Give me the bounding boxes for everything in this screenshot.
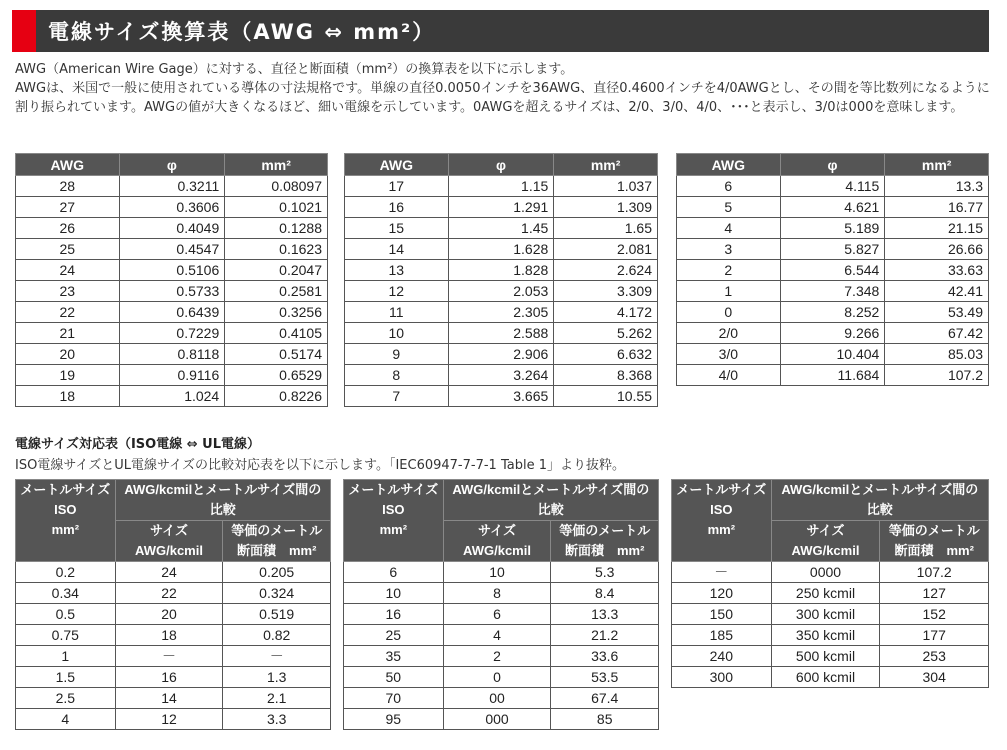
table-cell: 0.3256 [225,302,328,323]
table-cell: 42.41 [885,281,989,302]
table-cell: 8.252 [780,302,885,323]
table-row [672,646,989,667]
table-cell: 35 [344,646,444,667]
table-cell: 5.189 [780,218,885,239]
table-row [344,604,659,625]
table-cell: 5 [677,197,781,218]
header-comparison-group [115,480,330,521]
table-cell: 0.6439 [119,302,225,323]
table-cell: 28 [16,176,120,197]
table-cell: 18 [16,386,120,407]
table-row [677,197,989,218]
table-cell: 0.9116 [119,365,225,386]
table-cell: 27 [16,197,120,218]
header-accent-bar [12,10,36,52]
table-cell: 107.2 [880,562,989,583]
table-cell: 33.6 [551,646,659,667]
table-cell: 21 [16,323,120,344]
table-cell: 3.264 [448,365,554,386]
table-cell: 7.348 [780,281,885,302]
table-cell: 0000 [771,562,880,583]
table-row [345,239,658,260]
header-awg-size [771,521,880,562]
page-title: 電線サイズ換算表（AWG ⇔ mm²） [48,20,436,44]
table-row [16,239,328,260]
table-cell: 3.665 [448,386,554,407]
table-cell: 24 [16,260,120,281]
table-row [677,344,989,365]
table-cell: 3/0 [677,344,781,365]
table-cell: 0.2047 [225,260,328,281]
table-cell: 1.309 [554,197,658,218]
table-row [344,709,659,730]
table-cell: 0.324 [223,583,331,604]
table-row [677,323,989,344]
header-iso-line3: mm² [707,522,736,537]
header-eq-line2: 断面積 mm² [564,543,645,558]
table-row [672,667,989,688]
table-cell: 10.55 [554,386,658,407]
table-cell: 1 [16,646,116,667]
table-cell: 85 [551,709,659,730]
table-cell: 2.081 [554,239,658,260]
table-cell: 1.024 [119,386,225,407]
table-row [672,604,989,625]
table-cell: 6 [443,604,551,625]
table-cell: 2 [677,260,781,281]
table-row [16,604,331,625]
table-cell: 0.4105 [225,323,328,344]
table-cell: 300 [672,667,772,688]
table-cell: 8 [443,583,551,604]
table-row [16,562,331,583]
table-row [16,688,331,709]
table-cell: 8.368 [554,365,658,386]
table-row [345,260,658,281]
table-cell: 1.45 [448,218,554,239]
table-cell: 2 [443,646,551,667]
header-iso-size [344,480,444,562]
table-cell: 0.6529 [225,365,328,386]
table-row [16,281,328,302]
table-row [677,302,989,323]
table-cell: 600 kcmil [771,667,880,688]
table-cell: 0.34 [16,583,116,604]
header-iso-size [672,480,772,562]
header-iso-line2: ISO [54,502,77,517]
table-cell: 10 [345,323,449,344]
table-cell: 11 [345,302,449,323]
table-cell: 33.63 [885,260,989,281]
table-cell: 0.1021 [225,197,328,218]
header-iso-line1: メートルサイズ [348,482,439,497]
table-cell: 0.5733 [119,281,225,302]
table-cell: 85.03 [885,344,989,365]
table-cell: 6 [677,176,781,197]
header-eq-line1: 等価のメートル [231,523,323,538]
table-cell: － [115,646,223,667]
header-mm2: mm² [225,154,328,176]
table-row [344,688,659,709]
awg-table-3 [676,153,989,386]
table-row [16,365,328,386]
table-cell: 23 [16,281,120,302]
table-cell: 67.4 [551,688,659,709]
header-eq-line1: 等価のメートル [559,523,651,538]
table-cell: 16 [344,604,444,625]
section2-description: ISO電線サイズとUL電線サイズの比較対応表を以下に示します。「IEC60947-7-7-1 Table 1」より抜粋。 [15,458,625,473]
awg-table-1 [15,153,328,407]
header-group-line1: AWG/kcmilとメートルサイズ間の [452,482,650,497]
table-cell: 53.5 [551,667,659,688]
table-cell: 20 [115,604,223,625]
table-cell: 11.684 [780,365,885,386]
table-cell: 5.262 [554,323,658,344]
table-cell: 16 [115,667,223,688]
table-row [345,302,658,323]
table-cell: 120 [672,583,772,604]
table-cell: 14 [345,239,449,260]
table-cell: 2.588 [448,323,554,344]
table-cell: 1.828 [448,260,554,281]
table-row [16,709,331,730]
table-row [344,667,659,688]
table-cell: 26 [16,218,120,239]
table-cell: 0.5174 [225,344,328,365]
table-cell: 0.1288 [225,218,328,239]
table-row [16,176,328,197]
table-cell: 177 [880,625,989,646]
table-cell: 26.66 [885,239,989,260]
table-row [344,583,659,604]
table-cell: 16 [345,197,449,218]
table-cell: 4/0 [677,365,781,386]
header-size-line2: AWG/kcmil [135,543,203,558]
table-cell: 0.1623 [225,239,328,260]
table-cell: 70 [344,688,444,709]
table-cell: 2.5 [16,688,116,709]
table-cell: 0 [677,302,781,323]
table-row [672,562,989,583]
table-cell: 107.2 [885,365,989,386]
header-iso-line2: ISO [382,502,405,517]
table-row [16,386,328,407]
table-cell: 0.4547 [119,239,225,260]
table-cell: 4.172 [554,302,658,323]
table-cell: 13 [345,260,449,281]
table-cell: 1.291 [448,197,554,218]
table-cell: 4 [677,218,781,239]
table-cell: 0.205 [223,562,331,583]
header-iso-line1: メートルサイズ [20,482,111,497]
table-row [672,625,989,646]
header-eq-line2: 断面積 mm² [236,543,317,558]
table-cell: 12 [115,709,223,730]
table-cell: 8 [345,365,449,386]
table-cell: 22 [115,583,223,604]
table-cell: 127 [880,583,989,604]
table-row [345,323,658,344]
header-size-line2: AWG/kcmil [463,543,531,558]
table-row [677,218,989,239]
table-cell: 13.3 [885,176,989,197]
table-cell: 2.053 [448,281,554,302]
table-cell: 17 [345,176,449,197]
table-cell: 53.49 [885,302,989,323]
table-cell: 25 [344,625,444,646]
table-row [345,365,658,386]
table-cell: 0.2 [16,562,116,583]
table-cell: 0.7229 [119,323,225,344]
table-cell: 0.3211 [119,176,225,197]
header-size-line1: サイズ [150,523,188,538]
table-cell: 19 [16,365,120,386]
table-cell: 0.5106 [119,260,225,281]
table-cell: 6.544 [780,260,885,281]
table-cell: 24 [115,562,223,583]
table-row [16,646,331,667]
table-row [345,218,658,239]
table-cell: 0.08097 [225,176,328,197]
awg-table-2 [344,153,658,407]
table-row [16,260,328,281]
table-row [677,239,989,260]
table-cell: 0.82 [223,625,331,646]
table-cell: 6.632 [554,344,658,365]
header-mm2: mm² [554,154,658,176]
table-cell: 7 [345,386,449,407]
table-cell: 4.621 [780,197,885,218]
table-cell: 1.65 [554,218,658,239]
table-cell: 4 [443,625,551,646]
table-row [16,218,328,239]
table-cell: 22 [16,302,120,323]
table-row [344,562,659,583]
page-header [12,10,989,52]
table-row [16,344,328,365]
table-row [345,386,658,407]
table-cell: 21.15 [885,218,989,239]
table-cell: 3 [677,239,781,260]
table-cell: 300 kcmil [771,604,880,625]
header-iso-line3: mm² [51,522,80,537]
intro-line-1: AWG（American Wire Gage）に対する、直径と断面積（mm²）の換算表を以下に示します。 [15,62,574,77]
table-row [16,583,331,604]
table-cell: 20 [16,344,120,365]
table-cell: 18 [115,625,223,646]
table-cell: 1 [677,281,781,302]
intro-line-2: AWGは、米国で一般に使用されている導体の寸法規格です。単線の直径0.0050インチを36AWG、直径0.4600インチを4/0AWGとし、その間を等比数列になるように割り振られています。AWGの値が大きくなるほど、細い電線を示しています。0AWGを超えるサイズは、2/0、3/0、4/0、･･･と表示し、3/0は000を意味します。 [15,81,990,115]
table-cell: 3.309 [554,281,658,302]
table-row [672,583,989,604]
header-iso-line3: mm² [379,522,408,537]
table-cell: 4.115 [780,176,885,197]
table-cell: 50 [344,667,444,688]
table-cell: 9.266 [780,323,885,344]
table-cell: － [223,646,331,667]
table-cell: 9 [345,344,449,365]
table-cell: 2.624 [554,260,658,281]
header-eq-line1: 等価のメートル [888,523,980,538]
table-cell: 25 [16,239,120,260]
table-cell: 1.037 [554,176,658,197]
table-row [677,365,989,386]
table-cell: 0 [443,667,551,688]
table-row [345,197,658,218]
table-cell: 95 [344,709,444,730]
header-equivalent-area [223,521,331,562]
header-awg: AWG [345,154,449,176]
table-cell: 253 [880,646,989,667]
header-group-line2: 比較 [537,502,564,517]
header-comparison-group [443,480,658,521]
table-cell: 3.3 [223,709,331,730]
header-awg: AWG [677,154,781,176]
section2-title: 電線サイズ対応表（ISO電線 ⇔ UL電線） [15,437,260,452]
table-cell: 0.4049 [119,218,225,239]
table-cell: 16.77 [885,197,989,218]
header-group-line1: AWG/kcmilとメートルサイズ間の [124,482,322,497]
header-equivalent-area [880,521,989,562]
table-cell: 8.4 [551,583,659,604]
table-row [345,281,658,302]
table-cell: 67.42 [885,323,989,344]
header-equivalent-area [551,521,659,562]
table-cell: 500 kcmil [771,646,880,667]
table-cell: 2.1 [223,688,331,709]
table-cell: 0.8118 [119,344,225,365]
header-awg-size [443,521,551,562]
table-cell: 0.8226 [225,386,328,407]
header-awg: AWG [16,154,120,176]
table-cell: － [672,562,772,583]
table-cell: 12 [345,281,449,302]
header-phi: φ [780,154,885,176]
header-comparison-group [771,480,988,521]
intro-text [15,60,990,117]
header-awg-size [115,521,223,562]
header-size-line1: サイズ [478,523,516,538]
table-cell: 0.5 [16,604,116,625]
table-row [16,625,331,646]
table-cell: 14 [115,688,223,709]
table-row [16,667,331,688]
table-cell: 1.5 [16,667,116,688]
iso-table-3 [671,479,989,688]
table-cell: 1.3 [223,667,331,688]
table-cell: 0.2581 [225,281,328,302]
header-iso-line2: ISO [710,502,733,517]
table-cell: 000 [443,709,551,730]
header-eq-line2: 断面積 mm² [894,543,974,558]
table-cell: 240 [672,646,772,667]
table-row [344,646,659,667]
table-cell: 10 [344,583,444,604]
table-row [16,302,328,323]
header-group-line2: 比較 [866,502,893,517]
table-cell: 10.404 [780,344,885,365]
table-cell: 2.906 [448,344,554,365]
table-cell: 150 [672,604,772,625]
table-row [677,176,989,197]
table-cell: 152 [880,604,989,625]
header-mm2: mm² [885,154,989,176]
header-iso-line1: メートルサイズ [676,482,767,497]
header-group-line2: 比較 [209,502,236,517]
header-phi: φ [448,154,554,176]
table-cell: 4 [16,709,116,730]
table-cell: 2/0 [677,323,781,344]
table-cell: 10 [443,562,551,583]
table-row [345,344,658,365]
header-size-line2: AWG/kcmil [791,543,860,558]
table-row [16,323,328,344]
table-cell: 0.75 [16,625,116,646]
table-row [677,281,989,302]
table-cell: 6 [344,562,444,583]
table-cell: 250 kcmil [771,583,880,604]
table-cell: 13.3 [551,604,659,625]
table-cell: 5.3 [551,562,659,583]
table-row [677,260,989,281]
table-cell: 304 [880,667,989,688]
table-cell: 2.305 [448,302,554,323]
table-cell: 185 [672,625,772,646]
table-cell: 15 [345,218,449,239]
header-iso-size [16,480,116,562]
iso-table-1 [15,479,331,730]
table-cell: 1.15 [448,176,554,197]
table-cell: 00 [443,688,551,709]
table-cell: 0.519 [223,604,331,625]
table-row [345,176,658,197]
header-group-line1: AWG/kcmilとメートルサイズ間の [781,482,979,497]
table-cell: 1.628 [448,239,554,260]
table-cell: 21.2 [551,625,659,646]
table-cell: 0.3606 [119,197,225,218]
header-size-line1: サイズ [806,523,845,538]
iso-table-2 [343,479,659,730]
header-phi: φ [119,154,225,176]
table-cell: 5.827 [780,239,885,260]
table-row [16,197,328,218]
table-cell: 350 kcmil [771,625,880,646]
table-row [344,625,659,646]
